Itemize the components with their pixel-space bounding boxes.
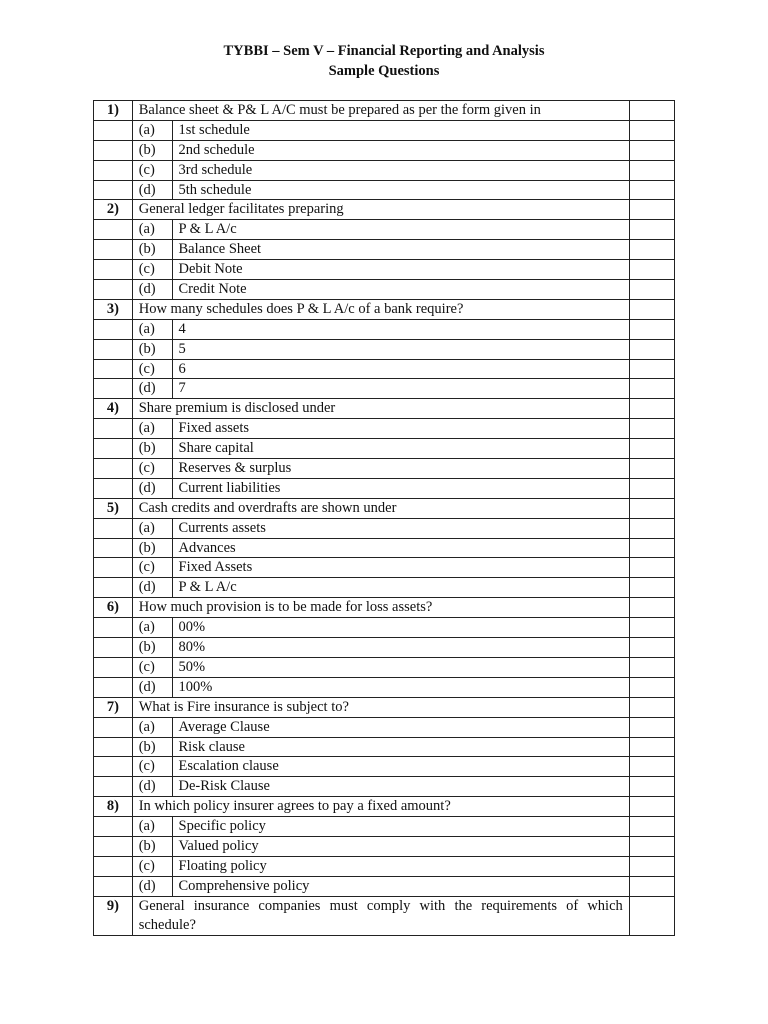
- answer-cell: [629, 836, 674, 856]
- option-row: [94, 280, 675, 300]
- option-spacer-cell: [94, 339, 133, 359]
- answer-cell: [629, 140, 674, 160]
- question-text: Cash credits and overdrafts are shown under: [132, 498, 629, 518]
- option-label: (a): [132, 717, 172, 737]
- question-number: 3): [94, 299, 133, 319]
- answer-cell: [629, 498, 674, 518]
- answer-cell: [629, 856, 674, 876]
- option-row: [94, 478, 675, 498]
- option-row: [94, 538, 675, 558]
- option-label: (d): [132, 478, 172, 498]
- option-spacer-cell: [94, 180, 133, 200]
- option-spacer-cell: [94, 160, 133, 180]
- option-label: (c): [132, 359, 172, 379]
- answer-cell: [629, 280, 674, 300]
- question-number: 5): [94, 498, 133, 518]
- answer-cell: [629, 379, 674, 399]
- option-spacer-cell: [94, 717, 133, 737]
- question-text: How much provision is to be made for loss assets?: [132, 598, 629, 618]
- answer-cell: [629, 299, 674, 319]
- question-number: 7): [94, 697, 133, 717]
- option-label: (b): [132, 240, 172, 260]
- option-spacer-cell: [94, 558, 133, 578]
- page-subtitle: Sample Questions: [328, 63, 440, 79]
- option-row: [94, 319, 675, 339]
- option-spacer-cell: [94, 737, 133, 757]
- option-label: (a): [132, 419, 172, 439]
- option-label: (d): [132, 578, 172, 598]
- answer-cell: [629, 160, 674, 180]
- question-row: [94, 896, 675, 935]
- option-label: (a): [132, 817, 172, 837]
- question-number: 4): [94, 399, 133, 419]
- answer-cell: [629, 558, 674, 578]
- answer-cell: [629, 657, 674, 677]
- answer-cell: [629, 240, 674, 260]
- option-label: (d): [132, 876, 172, 896]
- option-label: (d): [132, 180, 172, 200]
- option-row: [94, 120, 675, 140]
- answer-cell: [629, 200, 674, 220]
- answer-cell: [629, 220, 674, 240]
- answer-cell: [629, 339, 674, 359]
- page-title: TYBBI – Sem V – Financial Reporting and Analysis: [223, 43, 545, 59]
- option-text: Balance Sheet: [172, 240, 629, 260]
- option-text: 50%: [172, 657, 629, 677]
- option-row: [94, 518, 675, 538]
- answer-cell: [629, 578, 674, 598]
- question-number: 6): [94, 598, 133, 618]
- option-spacer-cell: [94, 638, 133, 658]
- option-row: [94, 240, 675, 260]
- option-spacer-cell: [94, 280, 133, 300]
- option-text: Fixed Assets: [172, 558, 629, 578]
- option-text: Fixed assets: [172, 419, 629, 439]
- option-label: (b): [132, 737, 172, 757]
- option-label: (d): [132, 777, 172, 797]
- option-spacer-cell: [94, 777, 133, 797]
- option-spacer-cell: [94, 578, 133, 598]
- answer-cell: [629, 817, 674, 837]
- question-row: [94, 797, 675, 817]
- option-label: (b): [132, 638, 172, 658]
- option-row: [94, 777, 675, 797]
- option-label: (b): [132, 339, 172, 359]
- answer-cell: [629, 439, 674, 459]
- option-spacer-cell: [94, 379, 133, 399]
- option-spacer-cell: [94, 319, 133, 339]
- option-text: 7: [172, 379, 629, 399]
- option-text: 2nd schedule: [172, 140, 629, 160]
- option-text: Current liabilities: [172, 478, 629, 498]
- option-row: [94, 558, 675, 578]
- answer-cell: [629, 319, 674, 339]
- answer-cell: [629, 638, 674, 658]
- option-spacer-cell: [94, 518, 133, 538]
- question-row: [94, 598, 675, 618]
- option-label: (a): [132, 518, 172, 538]
- option-spacer-cell: [94, 459, 133, 479]
- option-spacer-cell: [94, 856, 133, 876]
- option-text: 3rd schedule: [172, 160, 629, 180]
- option-row: [94, 260, 675, 280]
- option-label: (a): [132, 618, 172, 638]
- question-row: [94, 101, 675, 121]
- option-spacer-cell: [94, 220, 133, 240]
- question-row: [94, 498, 675, 518]
- option-label: (c): [132, 260, 172, 280]
- option-row: [94, 618, 675, 638]
- answer-cell: [629, 757, 674, 777]
- option-text: Escalation clause: [172, 757, 629, 777]
- option-row: [94, 439, 675, 459]
- questions-table-body: [94, 101, 675, 936]
- question-number: 9): [94, 896, 133, 935]
- option-text: 1st schedule: [172, 120, 629, 140]
- question-text: General ledger facilitates preparing: [132, 200, 629, 220]
- option-text: Valued policy: [172, 836, 629, 856]
- option-label: (c): [132, 459, 172, 479]
- option-text: Share capital: [172, 439, 629, 459]
- question-text: What is Fire insurance is subject to?: [132, 697, 629, 717]
- option-text: Risk clause: [172, 737, 629, 757]
- option-text: P & L A/c: [172, 578, 629, 598]
- option-label: (b): [132, 538, 172, 558]
- option-text: 100%: [172, 677, 629, 697]
- option-label: (d): [132, 379, 172, 399]
- option-row: [94, 140, 675, 160]
- option-label: (a): [132, 319, 172, 339]
- option-row: [94, 638, 675, 658]
- option-spacer-cell: [94, 478, 133, 498]
- option-row: [94, 817, 675, 837]
- option-text: Debit Note: [172, 260, 629, 280]
- question-row: [94, 200, 675, 220]
- question-text: In which policy insurer agrees to pay a fixed amount?: [132, 797, 629, 817]
- answer-cell: [629, 598, 674, 618]
- answer-cell: [629, 538, 674, 558]
- option-spacer-cell: [94, 419, 133, 439]
- question-number: 1): [94, 101, 133, 121]
- option-text: Average Clause: [172, 717, 629, 737]
- option-label: (c): [132, 160, 172, 180]
- option-spacer-cell: [94, 876, 133, 896]
- option-row: [94, 359, 675, 379]
- option-row: [94, 737, 675, 757]
- option-text: De-Risk Clause: [172, 777, 629, 797]
- option-label: (c): [132, 757, 172, 777]
- question-text: General insurance companies must comply with the requirements of which schedule?: [132, 896, 629, 935]
- answer-cell: [629, 896, 674, 935]
- option-text: Specific policy: [172, 817, 629, 837]
- option-text: Credit Note: [172, 280, 629, 300]
- option-text: 4: [172, 319, 629, 339]
- option-row: [94, 717, 675, 737]
- option-text: P & L A/c: [172, 220, 629, 240]
- option-text: 80%: [172, 638, 629, 658]
- option-text: Currents assets: [172, 518, 629, 538]
- question-text: Balance sheet & P& L A/C must be prepared as per the form given in: [132, 101, 629, 121]
- option-text: 6: [172, 359, 629, 379]
- option-label: (d): [132, 677, 172, 697]
- option-spacer-cell: [94, 260, 133, 280]
- option-label: (c): [132, 856, 172, 876]
- question-text: How many schedules does P & L A/c of a bank require?: [132, 299, 629, 319]
- option-text: Floating policy: [172, 856, 629, 876]
- option-spacer-cell: [94, 657, 133, 677]
- option-row: [94, 757, 675, 777]
- questions-table: [93, 100, 675, 936]
- answer-cell: [629, 797, 674, 817]
- option-spacer-cell: [94, 240, 133, 260]
- answer-cell: [629, 697, 674, 717]
- answer-cell: [629, 518, 674, 538]
- option-spacer-cell: [94, 359, 133, 379]
- option-row: [94, 160, 675, 180]
- option-spacer-cell: [94, 677, 133, 697]
- option-label: (a): [132, 220, 172, 240]
- option-spacer-cell: [94, 757, 133, 777]
- option-row: [94, 856, 675, 876]
- option-text: Comprehensive policy: [172, 876, 629, 896]
- option-row: [94, 339, 675, 359]
- option-row: [94, 836, 675, 856]
- option-label: (b): [132, 836, 172, 856]
- option-row: [94, 419, 675, 439]
- option-label: (c): [132, 657, 172, 677]
- option-spacer-cell: [94, 140, 133, 160]
- answer-cell: [629, 618, 674, 638]
- option-row: [94, 379, 675, 399]
- option-row: [94, 876, 675, 896]
- answer-cell: [629, 876, 674, 896]
- answer-cell: [629, 717, 674, 737]
- option-label: (b): [132, 439, 172, 459]
- answer-cell: [629, 180, 674, 200]
- answer-cell: [629, 359, 674, 379]
- option-text: Advances: [172, 538, 629, 558]
- option-text: Reserves & surplus: [172, 459, 629, 479]
- question-number: 2): [94, 200, 133, 220]
- answer-cell: [629, 419, 674, 439]
- option-row: [94, 677, 675, 697]
- question-row: [94, 299, 675, 319]
- answer-cell: [629, 737, 674, 757]
- option-label: (d): [132, 280, 172, 300]
- answer-cell: [629, 260, 674, 280]
- option-row: [94, 180, 675, 200]
- option-text: 00%: [172, 618, 629, 638]
- option-spacer-cell: [94, 817, 133, 837]
- option-label: (a): [132, 120, 172, 140]
- answer-cell: [629, 777, 674, 797]
- option-text: 5: [172, 339, 629, 359]
- answer-cell: [629, 677, 674, 697]
- option-spacer-cell: [94, 120, 133, 140]
- option-label: (c): [132, 558, 172, 578]
- answer-cell: [629, 478, 674, 498]
- answer-cell: [629, 101, 674, 121]
- question-row: [94, 697, 675, 717]
- answer-cell: [629, 459, 674, 479]
- question-row: [94, 399, 675, 419]
- option-spacer-cell: [94, 439, 133, 459]
- question-text: Share premium is disclosed under: [132, 399, 629, 419]
- answer-cell: [629, 399, 674, 419]
- option-row: [94, 459, 675, 479]
- question-number: 8): [94, 797, 133, 817]
- option-row: [94, 578, 675, 598]
- option-spacer-cell: [94, 538, 133, 558]
- option-row: [94, 657, 675, 677]
- option-spacer-cell: [94, 618, 133, 638]
- option-label: (b): [132, 140, 172, 160]
- answer-cell: [629, 120, 674, 140]
- option-spacer-cell: [94, 836, 133, 856]
- option-text: 5th schedule: [172, 180, 629, 200]
- option-row: [94, 220, 675, 240]
